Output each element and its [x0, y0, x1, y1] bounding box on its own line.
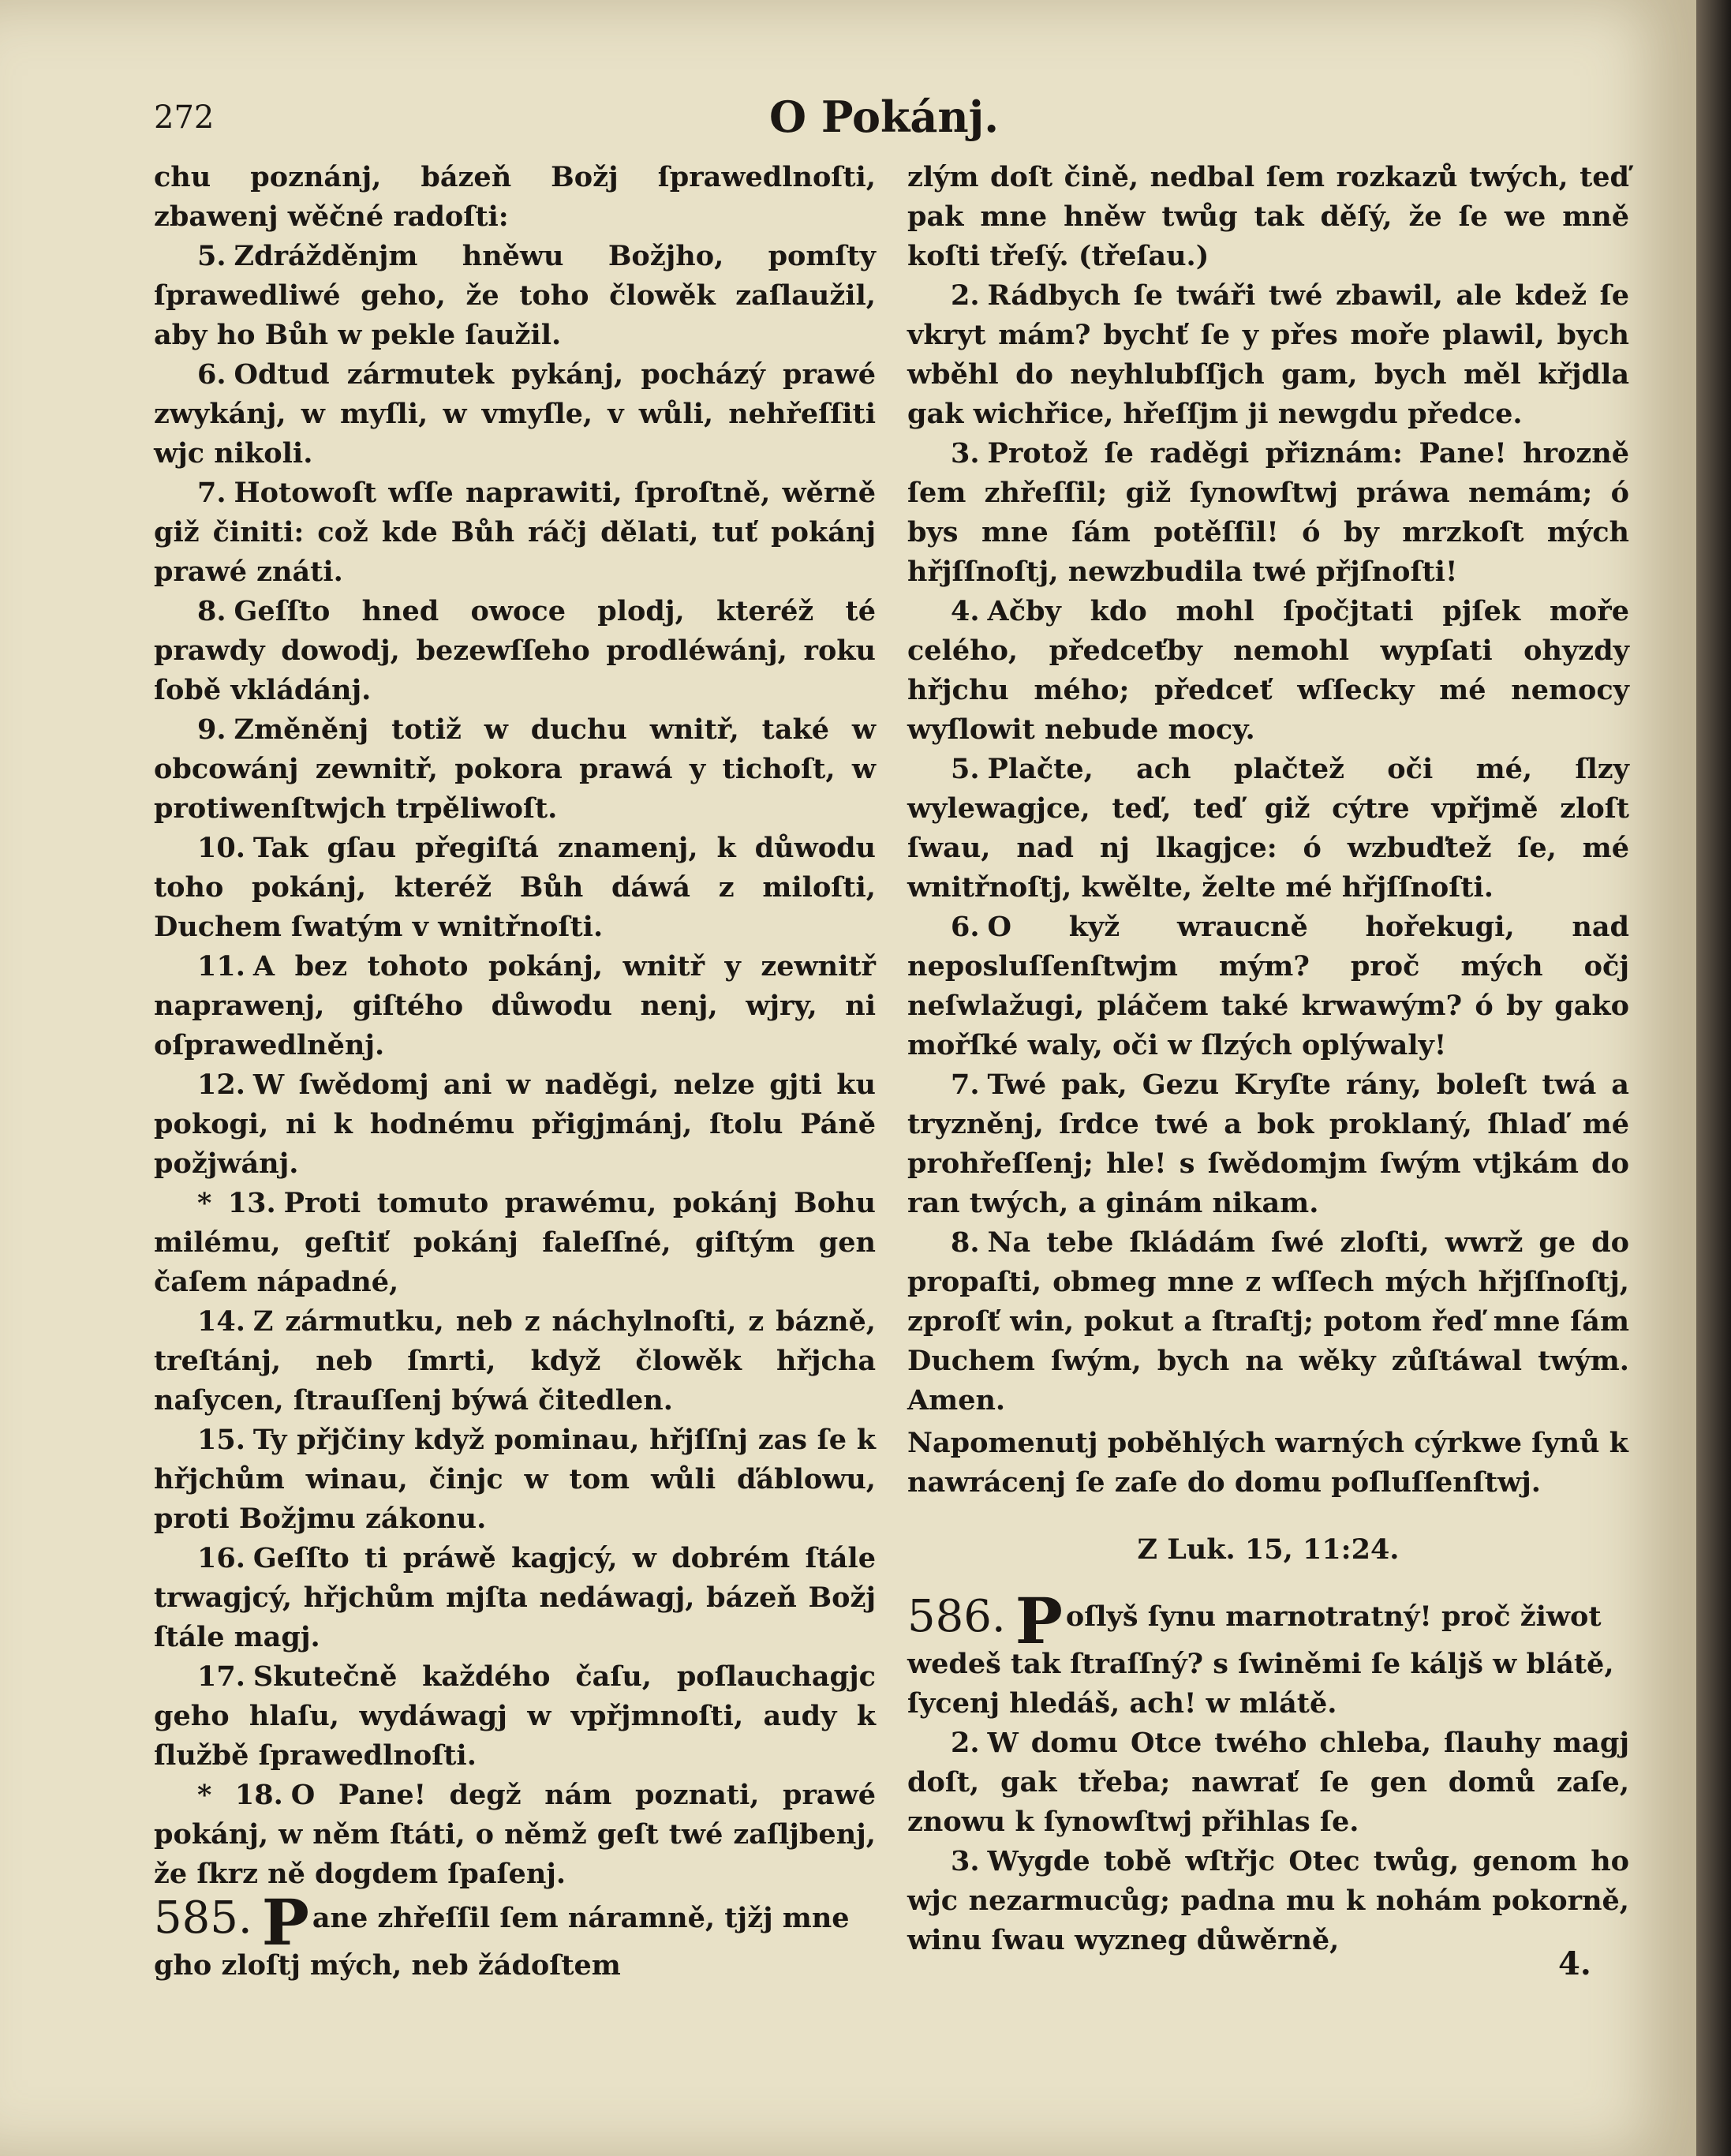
verse-text: Rádbych ſe twáři twé zbawil, ale kdež ſe vkryt mám? bychť ſe y přes moře plawil, bych wběhl do neyhlubſſjch gam, bych měl křjdla gak wichřice, hřeſſjm ji newgdu předce. [907, 279, 1629, 430]
verse [154, 592, 876, 710]
verse-text: Tak gſau přegiſtá znamenj, k důwodu toho pokánj, kteréž Bůh dáwá z miloſti, Duchem ſwatým v wnitřnoſti. [154, 832, 876, 943]
verse-text: W ſwědomj ani w naděgi, nelze gjti ku pokogi, ni k hodnému přigjmánj, ſtolu Páně požjwánj. [154, 1069, 876, 1180]
left-column [154, 158, 876, 1986]
verse-text: Plačte, ach plačtež oči mé, ſlzy wylewagjce, teď, teď giž cýtre vpřjmě zloſt ſwau, nad nj lkagjce: ó wzbuďtež ſe, mé wnitřnoſtj, kwělte, želte mé hřjſſnoſti. [907, 753, 1629, 904]
verse [907, 1065, 1629, 1223]
verse-number: 8. [951, 1226, 980, 1259]
verse-number: 12. [197, 1069, 245, 1101]
verse-number: 5. [197, 240, 226, 272]
verse-number: * 18. [197, 1779, 283, 1811]
verse-number: 3. [951, 1845, 980, 1877]
verse [154, 1065, 876, 1184]
verse [154, 1302, 876, 1420]
verse [154, 355, 876, 473]
verse [907, 1724, 1629, 1842]
hymn-number: 586. [907, 1591, 1006, 1642]
verse [907, 908, 1629, 1065]
verse-number: 7. [951, 1069, 980, 1101]
verse-text: Hotowoſt wſſe naprawiti, ſproſtně, wěrně giž činiti: což kde Bůh ráčj dělati, tuť pokánj prawé znáti. [154, 477, 876, 588]
right-intro: zlým doſt čině, nedbal ſem rozkazů twých, teď pak mne hněw twůg tak děſý, že ſe we mně koſti třeſý. (třeſau.) [907, 161, 1629, 272]
drop-cap: P [261, 1885, 309, 1959]
verse [154, 1420, 876, 1539]
verse-number: * 13. [197, 1187, 276, 1219]
verse-number: 15. [197, 1424, 245, 1456]
page-header [154, 85, 1574, 156]
verse [154, 1776, 876, 1894]
catchword: 4. [1558, 1945, 1591, 1982]
verse-number: 6. [197, 358, 226, 391]
verse-text: Změněnj totiž w duchu wnitř, také w obcowánj zewnitř, pokora prawá y tichoſt, w protiwenſtwjch trpěliwoſt. [154, 713, 876, 825]
verse [154, 473, 876, 592]
verse-text: Odtud zármutek pykánj, pocházý prawé zwykánj, w myſli, w vmyſle, v wůli, nehřeſſiti wjc nikoli. [154, 358, 876, 470]
verse [154, 237, 876, 355]
hymn-586 [907, 1584, 1629, 1724]
verse [154, 1184, 876, 1302]
verse-number: 7. [197, 477, 226, 509]
verse [907, 1842, 1629, 1960]
verse-number: 14. [197, 1305, 245, 1338]
verse [907, 276, 1629, 434]
verse-text: Wygde tobě wſtřjc Otec twůg, genom ho wjc nezarmucůg; padna mu k nohám pokorně, winu ſwau wyzneg důwěrně, [907, 1845, 1629, 1956]
verse-text: Proti tomuto prawému, pokánj Bohu milému, geſtiť pokánj faleſſné, giſtým gen čaſem nápadné, [154, 1187, 876, 1298]
running-title: O Pokánj. [769, 92, 1000, 142]
verse [154, 710, 876, 829]
verse-text: O kyž wraucně hořekugi, nad neposluſſenſtwjm mým? proč mých očj neſwlažugi, pláčem také krwawým? ó by gako mořſké waly, oči w ſlzých oplýwaly! [907, 911, 1629, 1061]
verse [154, 1539, 876, 1657]
verse-number: 4. [951, 595, 980, 627]
verse-text: Na tebe ſkládám ſwé zloſti, wwrž ge do propaſti, obmeg mne z wſſech mých hřjſſnoſtj, zproſť win, pokut a ſtraſtj; potom řeď mne ſám Duchem ſwým, bych na wěky zůſtáwal twým. Amen. [907, 1226, 1629, 1417]
verse-number: 5. [951, 753, 980, 785]
verse [907, 592, 1629, 750]
section-title: Napomenutj poběhlých warných cýrkwe ſynů k nawrácenj ſe zaſe do domu poſluſſenſtwj. [907, 1427, 1628, 1499]
verse-number: 9. [197, 713, 226, 746]
verse-number: 10. [197, 832, 245, 864]
verse-text: Ty přjčiny když pominau, hřjſſnj zas ſe k hřjchům winau, činjc w tom wůli ďáblowu, proti Božjmu zákonu. [154, 1424, 876, 1535]
verse-number: 2. [951, 1727, 980, 1759]
right-column [907, 158, 1629, 1960]
verse-text: W domu Otce twého chleba, ſlauhy magj doſt, gak třeba; nawrať ſe gen domů zaſe, znowu k ſynowſtwj přihlas ſe. [907, 1727, 1629, 1838]
verse [907, 1223, 1629, 1420]
verse-text: Geſſto ti práwě kagjcý, w dobrém ſtále trwagjcý, hřjchům mjſta nedáwagj, bázeň Božj ſtále magj. [154, 1542, 876, 1653]
verse [907, 750, 1629, 908]
page-number: 272 [154, 99, 215, 136]
verse-text: Twé pak, Gezu Kryſte rány, boleſt twá a tryzněnj, ſrdce twé a bok proklaný, ſhlaď mé prohřeſſenj; hle! s ſwědomjm ſwým vtjkám do ran twých, a ginám nikam. [907, 1069, 1629, 1219]
hymn-text: ane zhřeſſil ſem náramně, tjžj mne gho zloſtj mých, neb žádoſtem [154, 1902, 850, 1982]
verse [154, 1657, 876, 1776]
verse-number: 3. [951, 437, 980, 470]
hymn-585 [154, 1885, 876, 1986]
verse-text: A bez tohoto pokánj, wnitř y zewnitř naprawenj, giſtého důwodu nenj, wjry, ni oſprawedlněnj. [154, 950, 876, 1061]
verse [154, 829, 876, 947]
verse-number: 2. [951, 279, 980, 312]
verse-number: 16. [197, 1542, 245, 1574]
page-edge-shadow [1696, 0, 1731, 2156]
verse-text: Z zármutku, neb z náchylnoſti, z bázně, treſtánj, neb ſmrti, když člowěk hřjcha naſycen, ſtrauſſenj býwá čitedlen. [154, 1305, 876, 1417]
verse-number: 8. [197, 595, 226, 627]
drop-cap: P [1015, 1584, 1063, 1658]
verse-number: 11. [197, 950, 245, 983]
hymn-text: oſlyš ſynu marnotratný! proč žiwot wedeš tak ſtraſſný? s ſwiněmi ſe káljš w blátě, ſycenj hledáš, ach! w mlátě. [907, 1600, 1614, 1720]
verse-text: Geſſto hned owoce plodj, kteréž té prawdy dowodj, bezewſſeho prodléwánj, roku ſobě vkládánj. [154, 595, 876, 706]
verse-number: 6. [951, 911, 980, 943]
scripture-reference: Z Luk. 15, 11:24. [1137, 1533, 1400, 1566]
verse [154, 947, 876, 1065]
verse-text: Zdrážděnjm hněwu Božjho, pomſty ſprawedliwé geho, že toho člowěk zaſlaužil, aby ho Bůh w pekle ſaužil. [154, 240, 876, 351]
left-intro: chu poznánj, bázeň Božj ſprawedlnoſti, zbawenj wěčné radoſti: [154, 161, 876, 233]
verse [907, 434, 1629, 592]
verse-text: O Pane! degž nám poznati, prawé pokánj, w něm ſtáti, o němž geſt twé zaſljbenj, že ſkrz ně dogdem ſpaſenj. [154, 1779, 876, 1890]
verse-number: 17. [197, 1660, 245, 1693]
verse-text: Ačby kdo mohl ſpočjtati pjſek moře celého, předceťby nemohl wypſati ohyzdy hřjchu mého; předceť wſſecky mé nemocy wyſlowit nebude mocy. [907, 595, 1629, 746]
verse-text: Protož ſe raděgi přiznám: Pane! hrozně ſem zhřeſſil; giž ſynowſtwj práwa nemám; ó bys mne ſám potěſſil! ó by mrzkoſt mých hřjſſnoſtj, newzbudila twé přjſnoſti! [907, 437, 1629, 588]
hymn-number: 585. [154, 1892, 252, 1944]
verse-text: Skutečně každého čaſu, poſlauchagjc geho hlaſu, wydáwagj w vpřjmnoſti, audy k ſlužbě ſprawedlnoſti. [154, 1660, 876, 1772]
